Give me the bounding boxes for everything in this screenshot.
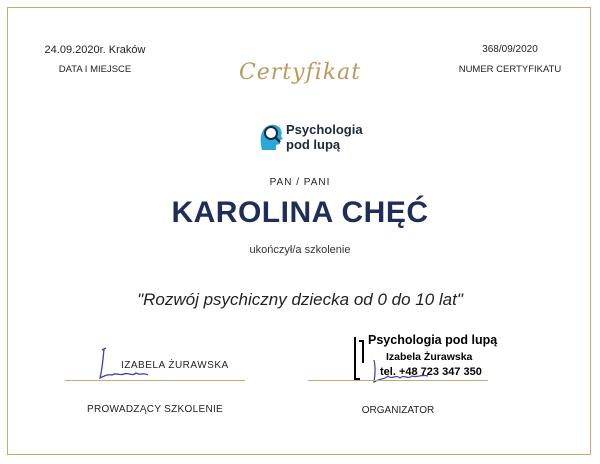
organizer-label: ORGANIZATOR <box>361 405 435 416</box>
trainer-label: PROWADZĄCY SZKOLENIE <box>86 404 224 415</box>
stamp-line3: tel. +48 723 347 350 <box>380 366 482 378</box>
logo-text-line1: Psychologia <box>286 122 363 137</box>
certificate-title: Certyfikat <box>238 60 362 85</box>
magnifier-head-icon <box>258 120 286 154</box>
date-place-label: DATA I MIEJSCE <box>58 64 132 75</box>
date-place: 24.09.2020r. Kraków <box>44 44 146 56</box>
trainer-signature-line <box>65 380 245 381</box>
trainer-name: IZABELA ŻURAWSKA <box>121 360 229 371</box>
stamp-line1: Psychologia pod lupą <box>368 333 498 347</box>
logo-text-line2: pod lupą <box>286 137 341 152</box>
certificate-number-label: NUMER CERTYFIKATU <box>458 64 562 75</box>
organizer-signature <box>370 356 440 386</box>
stamp-line2: Izabela Żurawska <box>386 351 473 363</box>
salutation: PAN / PANI <box>269 177 331 188</box>
certificate-number: 368/09/2020 <box>482 44 538 55</box>
stamp-logo-icon <box>350 333 368 383</box>
company-logo <box>258 118 368 158</box>
completed-text: ukończył/a szkolenie <box>249 244 351 256</box>
course-name: "Rozwój psychiczny dziecka od 0 do 10 lat" <box>137 290 463 309</box>
recipient-name: KAROLINA CHĘĆ <box>171 196 429 229</box>
organizer-signature-line <box>308 380 488 381</box>
